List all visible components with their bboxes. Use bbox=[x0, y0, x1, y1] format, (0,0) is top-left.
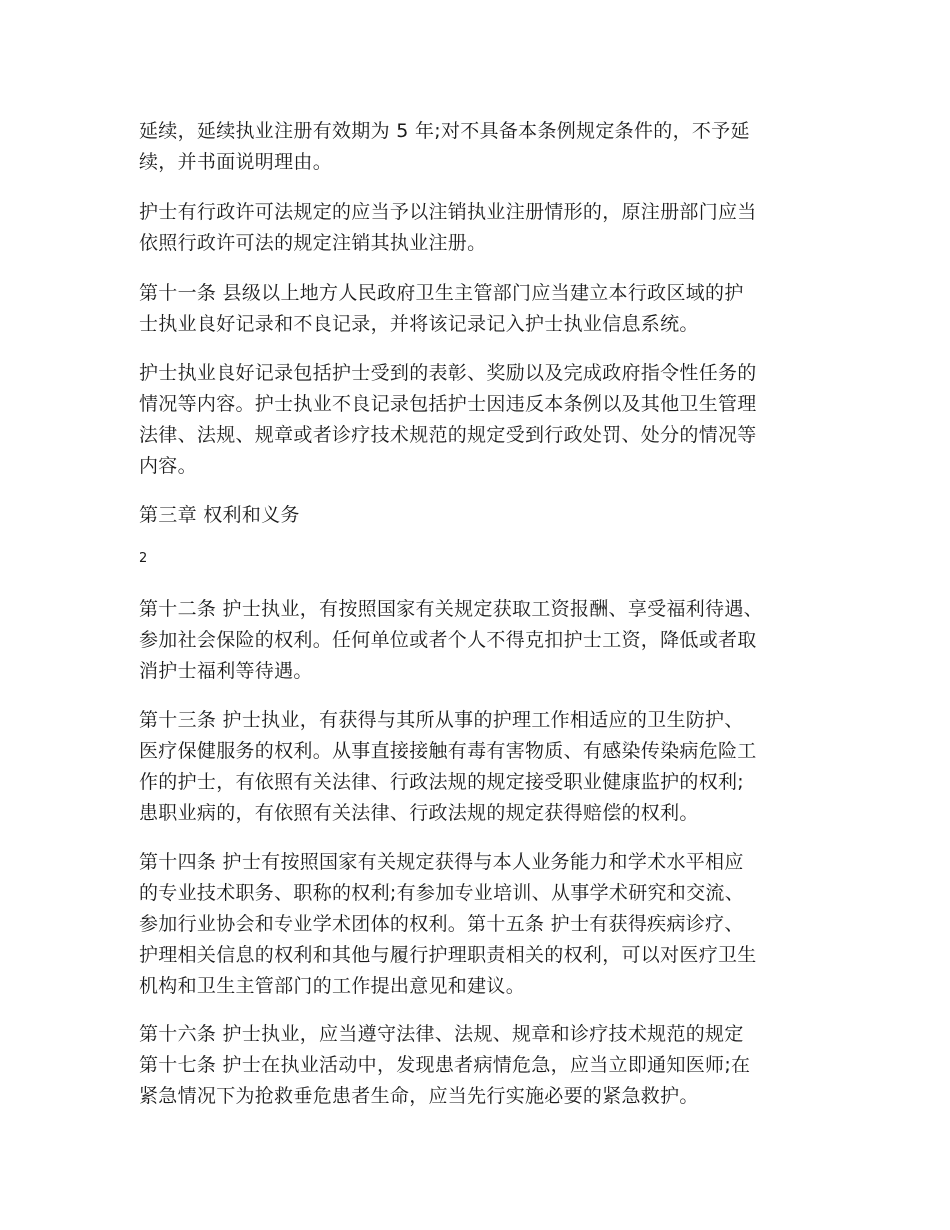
text-line: 机构和卫生主管部门的工作提出意见和建议。 bbox=[139, 975, 526, 997]
text-line: 医疗保健服务的权利。从事直接接触有毒有害物质、有感染传染病危险工 bbox=[139, 740, 757, 762]
text-line: 第十六条 护士执业，应当遵守法律、法规、规章和诊疗技术规范的规定 bbox=[139, 1023, 744, 1045]
text-line: 参加社会保险的权利。任何单位或者个人不得克扣护士工资，降低或者取 bbox=[139, 629, 757, 651]
text-line: 法律、法规、规章或者诊疗技术规范的规定受到行政处罚、处分的情况等 bbox=[139, 424, 757, 446]
text-line: 的专业技术职务、职称的权利;有参加专业培训、从事学术研究和交流、 bbox=[139, 882, 745, 904]
text-line: 情况等内容。护士执业不良记录包括护士因违反本条例以及其他卫生管理 bbox=[139, 393, 757, 415]
text-line: 参加行业协会和专业学术团体的权利。第十五条 护士有获得疾病诊疗、 bbox=[139, 913, 744, 935]
text-line: 延续，延续执业注册有效期为 5 年;对不具备本条例规定条件的，不予延 bbox=[139, 120, 750, 142]
text-line: 护士有行政许可法规定的应当予以注销执业注册情形的，原注册部门应当 bbox=[139, 201, 757, 223]
paragraph-article-11 bbox=[139, 278, 819, 340]
text-line: 第十三条 护士执业，有获得与其所从事的护理工作相适应的卫生防护、 bbox=[139, 709, 744, 731]
text-line: 患职业病的，有依照有关法律、行政法规的规定获得赔偿的权利。 bbox=[139, 802, 699, 824]
paragraph-records bbox=[139, 358, 819, 482]
text-line: 护士执业良好记录包括护士受到的表彰、奖励以及完成政府指令性任务的 bbox=[139, 362, 757, 384]
text-line: 第十四条 护士有按照国家有关规定获得与本人业务能力和学术水平相应 bbox=[139, 851, 744, 873]
chapter-heading bbox=[139, 500, 819, 531]
text-line: 紧急情况下为抢救垂危患者生命，应当先行实施必要的紧急救护。 bbox=[139, 1085, 699, 1107]
text-line: 第十一条 县级以上地方人民政府卫生主管部门应当建立本行政区域的护 bbox=[139, 282, 744, 304]
text-line: 作的护士，有依照有关法律、行政法规的规定接受职业健康监护的权利; bbox=[139, 771, 745, 793]
text-line: 士执业良好记录和不良记录，并将该记录记入护士执业信息系统。 bbox=[139, 313, 699, 335]
text-line: 消护士福利等待遇。 bbox=[139, 660, 313, 682]
text-line: 护理相关信息的权利和其他与履行护理职责相关的权利，可以对医疗卫生 bbox=[139, 944, 757, 966]
text-line: 第十二条 护士执业，有按照国家有关规定获取工资报酬、享受福利待遇、 bbox=[139, 598, 763, 620]
paragraph-article-13 bbox=[139, 705, 819, 829]
text-line: 依照行政许可法的规定注销其执业注册。 bbox=[139, 232, 487, 254]
page-number: 2 bbox=[139, 551, 148, 566]
paragraph-article-14-15 bbox=[139, 847, 819, 1002]
chapter-title: 第三章 权利和义务 bbox=[139, 504, 300, 526]
paragraph-cancellation bbox=[139, 197, 819, 259]
text-line: 续，并书面说明理由。 bbox=[139, 151, 333, 173]
paragraph-renewal bbox=[139, 116, 819, 178]
text-line: 第十七条 护士在执业活动中，发现患者病情危急，应当立即通知医师;在 bbox=[139, 1054, 751, 1076]
text-line: 内容。 bbox=[139, 455, 197, 477]
paragraph-article-16-17 bbox=[139, 1019, 819, 1112]
paragraph-article-12 bbox=[139, 594, 819, 687]
